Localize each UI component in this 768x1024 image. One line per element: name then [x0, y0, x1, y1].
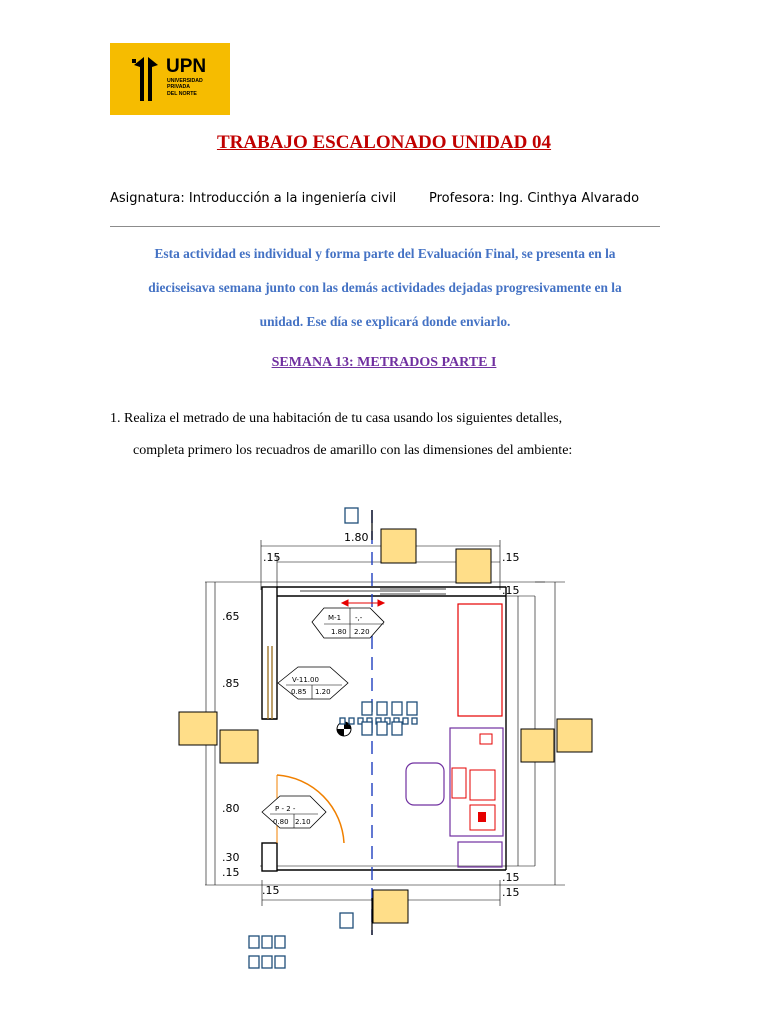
yellow-box-left-inner[interactable] — [220, 730, 258, 763]
intro-paragraph — [110, 237, 660, 339]
dim-label: .15 — [502, 584, 520, 597]
placeholder-glyph — [345, 508, 358, 523]
placeholder-row — [249, 936, 285, 948]
tag-value: -,- — [355, 614, 363, 622]
intro-line: unidad. Ese día se explicará donde enviarlo. — [259, 314, 511, 329]
computer — [470, 770, 495, 800]
upn-logo — [110, 43, 230, 115]
chair — [406, 763, 444, 805]
yellow-box-top-right[interactable] — [456, 549, 491, 583]
tag-m1 — [312, 608, 384, 638]
dim-label: .30 — [222, 851, 240, 864]
printer-mark — [478, 812, 486, 822]
tag-code: V-11.00 — [292, 676, 319, 684]
yellow-box-right-inner[interactable] — [521, 729, 554, 762]
placeholder-row — [362, 722, 402, 735]
dim-label: .80 — [222, 802, 240, 815]
divider — [110, 226, 660, 227]
bed — [458, 604, 502, 716]
tag-height: 2.20 — [354, 628, 370, 636]
logo-subtext-line: UNIVERSIDAD — [167, 78, 203, 84]
monitor — [452, 768, 466, 798]
dim-label: .15 — [263, 551, 281, 564]
shelf — [458, 842, 502, 867]
dim-label: .85 — [222, 677, 240, 690]
tag-height: 1.20 — [315, 688, 331, 696]
lamp — [480, 734, 492, 744]
logo-subtext — [167, 78, 203, 97]
logo-wordmark: UPN — [166, 56, 207, 77]
dim-label: .15 — [502, 551, 520, 564]
subject-line: Asignatura: Introducción a la ingeniería civil — [110, 191, 397, 206]
dim-label: 1.80 — [344, 531, 369, 544]
logo-subtext-line: PRIVADA — [167, 84, 190, 91]
yellow-box-right-outer[interactable] — [557, 719, 592, 752]
dim-label: .65 — [222, 610, 240, 623]
teacher-line: Profesora: Ing. Cinthya Alvarado — [429, 191, 640, 206]
task-line: completa primero los recuadros de amarillo con las dimensiones del ambiente: — [133, 443, 573, 458]
tag-width: 0.80 — [273, 818, 289, 826]
dim-label: .15 — [502, 886, 520, 899]
dim-label: .15 — [222, 866, 240, 879]
tag-code: P - 2 - — [275, 805, 296, 813]
tag-height: 2.10 — [295, 818, 311, 826]
yellow-box-top-center[interactable] — [381, 529, 416, 563]
week-heading: SEMANA 13: METRADOS PARTE I — [271, 355, 497, 370]
placeholder-row — [362, 702, 417, 715]
yellow-box-bottom[interactable] — [373, 890, 408, 923]
dim-label: .15 — [262, 884, 280, 897]
document-title: TRABAJO ESCALONADO UNIDAD 04 — [216, 132, 552, 153]
red-arrow — [342, 600, 384, 606]
floor-plan — [0, 500, 768, 990]
dim-label: .15 — [502, 871, 520, 884]
tag-code: M-1 — [328, 614, 342, 622]
tag-p2 — [262, 796, 326, 828]
furniture — [406, 604, 503, 867]
intro-line: Esta actividad es individual y forma parte del Evaluación Final, se presenta en la — [154, 246, 616, 261]
tag-width: 0.85 — [291, 688, 307, 696]
tag-width: 1.80 — [331, 628, 347, 636]
task-line: 1. Realiza el metrado de una habitación de tu casa usando los siguientes detalles, — [110, 411, 563, 426]
window-top — [300, 589, 446, 594]
placeholder-row — [249, 956, 285, 968]
logo-subtext-line: DEL NORTE — [167, 90, 197, 97]
placeholder-glyph — [340, 913, 353, 928]
task-instructions — [110, 403, 670, 467]
intro-line: dieciseisava semana junto con las demás actividades dejadas progresivamente en la — [148, 280, 622, 295]
tag-v1 — [278, 667, 348, 699]
yellow-box-left-outer[interactable] — [179, 712, 217, 745]
